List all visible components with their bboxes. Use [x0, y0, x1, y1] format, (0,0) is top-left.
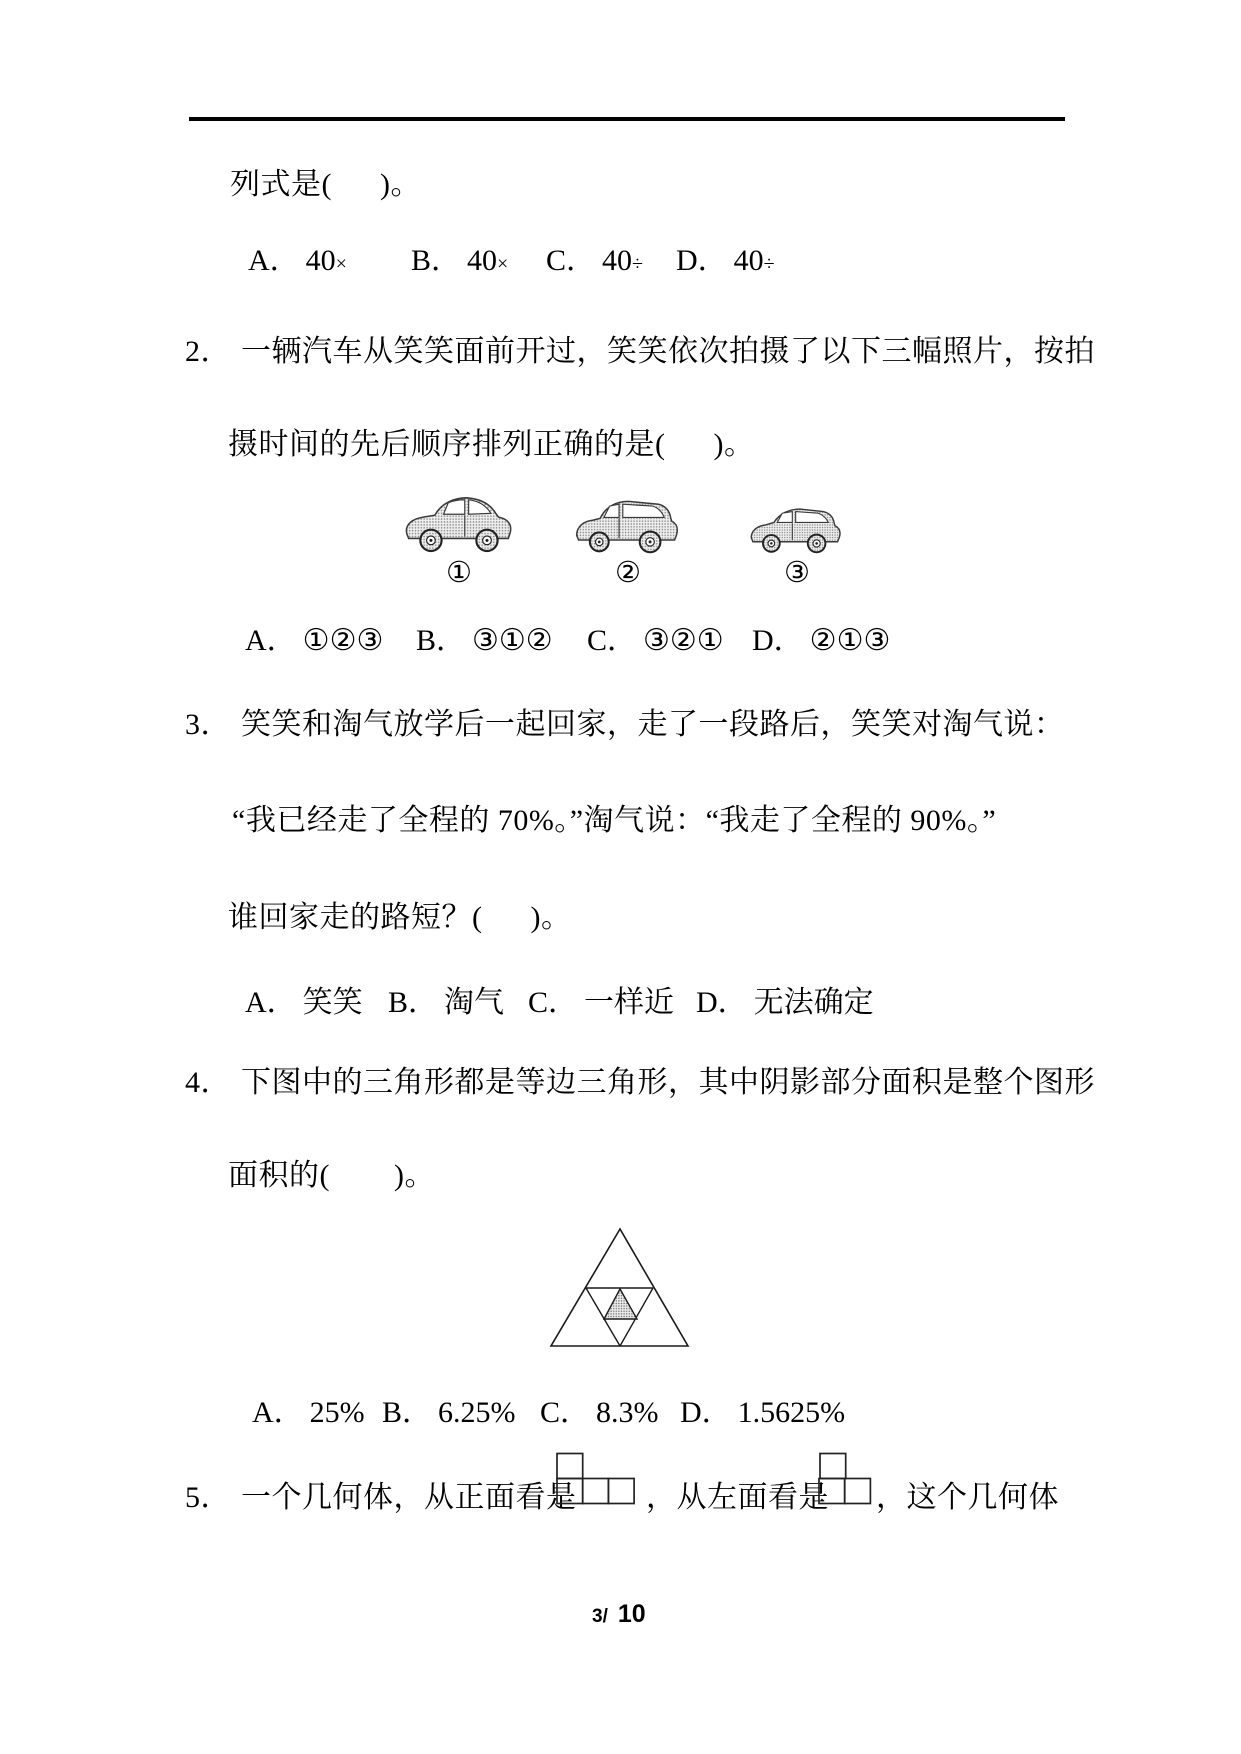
option-letter: B．: [416, 624, 467, 657]
q1-stem: 列式是( )。: [230, 168, 421, 201]
option-letter: D．: [752, 624, 804, 657]
triangle-figure: [540, 1222, 700, 1354]
q2-option-a: [245, 622, 383, 660]
stem-text: 一个几何体，从正面看是: [241, 1481, 577, 1514]
option-letter: D．: [680, 1396, 732, 1429]
option-text: 6.25%: [438, 1396, 516, 1429]
q4-option-c: [540, 1394, 659, 1432]
option-letter: C．: [587, 624, 638, 657]
q4-option-a: [252, 1394, 365, 1432]
question-number: 4．: [185, 1066, 231, 1099]
option-text: ③①②: [472, 624, 553, 657]
q1-option-c: [546, 242, 643, 283]
q1-option-d: [676, 242, 775, 283]
option-text: 1.5625%: [737, 1396, 846, 1429]
q3-option-c: [528, 984, 674, 1022]
option-value: 40: [733, 244, 764, 277]
q4-option-b: [382, 1394, 516, 1432]
q3-stem-line1: [185, 706, 1065, 744]
divide-sign: ÷: [632, 253, 643, 275]
option-letter: C．: [528, 986, 579, 1019]
q2-option-c: [587, 622, 724, 660]
stem-text: 一辆汽车从笑笑面前开过，笑笑依次拍摄了以下三幅照片，按拍: [241, 335, 1095, 368]
q5-stem-part3: ，这个几何体: [876, 1481, 1059, 1514]
page-footer: [592, 1600, 646, 1629]
option-text: ②①③: [809, 624, 891, 657]
header-rule: [189, 117, 1065, 121]
option-letter: A．: [248, 244, 300, 277]
car-photo-2: [571, 492, 684, 556]
q3-stem-line3: 谁回家走的路短？( )。: [228, 901, 572, 934]
page-current: 3/: [592, 1606, 608, 1627]
option-letter: B．: [388, 986, 439, 1019]
option-text: 一样近: [584, 986, 675, 1019]
option-letter: A．: [252, 1396, 304, 1429]
option-letter: C．: [546, 244, 597, 277]
option-letter: A．: [245, 624, 297, 657]
car-photo-1: [400, 489, 516, 555]
option-value: 40: [467, 244, 498, 277]
front-view-figure: [556, 1452, 637, 1506]
q4-stem-line2: 面积的( )。: [228, 1159, 435, 1192]
option-letter: C．: [540, 1396, 591, 1429]
multiply-sign: ×: [497, 253, 509, 275]
option-letter: A．: [245, 986, 297, 1019]
q2-option-b: [416, 622, 553, 660]
option-letter: B．: [411, 244, 462, 277]
q1-option-b: [411, 242, 508, 283]
q2-stem-line1: [185, 333, 1095, 371]
page-total: 10: [617, 1600, 646, 1628]
question-number: 5．: [185, 1481, 231, 1514]
option-text: 无法确定: [753, 986, 874, 1019]
option-value: 40: [602, 244, 633, 277]
option-text: ①②③: [302, 624, 384, 657]
option-text: 笑笑: [302, 986, 363, 1019]
q4-stem-line1: [185, 1064, 1095, 1102]
q3-stem-line2: “我已经走了全程的 70%。”淘气说：“我走了全程的 90%。”: [232, 804, 997, 837]
stem-text: 笑笑和淘气放学后一起回家，走了一段路后，笑笑对淘气说：: [241, 708, 1065, 741]
option-letter: B．: [382, 1396, 433, 1429]
q5-stem-part2: ，从左面看是: [646, 1481, 829, 1514]
stem-text: 下图中的三角形都是等边三角形，其中阴影部分面积是整个图形: [241, 1066, 1095, 1099]
option-text: ③②①: [643, 624, 724, 657]
q3-option-a: [245, 984, 363, 1022]
photo-label-1: ①: [446, 557, 472, 589]
car-photo-3: [746, 499, 847, 556]
q3-option-d: [696, 984, 874, 1022]
divide-sign: ÷: [763, 253, 775, 275]
q1-option-a: [248, 242, 347, 283]
photo-label-3: ③: [784, 557, 810, 589]
q2-option-d: [752, 622, 890, 660]
q2-stem-line2: 摄时间的先后顺序排列正确的是( )。: [228, 428, 755, 461]
option-text: 25%: [309, 1396, 365, 1429]
q5-stem-part1: [185, 1479, 577, 1517]
q4-option-d: [680, 1394, 845, 1432]
option-letter: D．: [696, 986, 748, 1019]
photo-label-2: ②: [615, 557, 641, 589]
q3-option-b: [388, 984, 504, 1022]
option-text: 淘气: [444, 986, 505, 1019]
option-letter: D．: [676, 244, 728, 277]
option-text: 8.3%: [596, 1396, 659, 1429]
question-number: 2．: [185, 335, 231, 368]
option-value: 40: [305, 244, 336, 277]
multiply-sign: ×: [335, 253, 347, 275]
left-view-figure: [818, 1452, 873, 1506]
question-number: 3．: [185, 708, 231, 741]
